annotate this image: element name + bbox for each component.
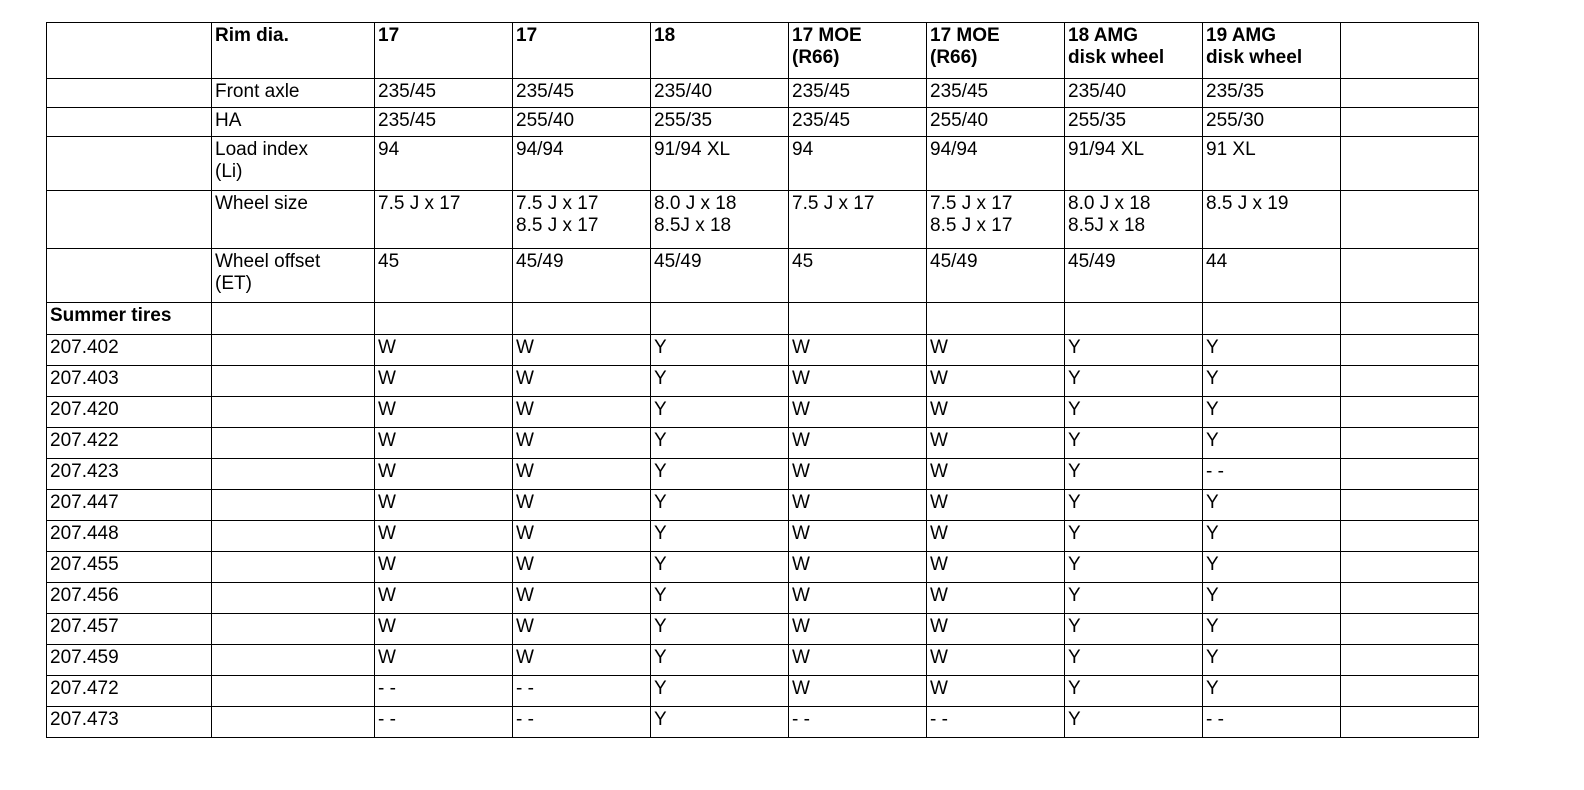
fitment-value [1341, 707, 1479, 738]
fitment-value: W [375, 614, 513, 645]
model-number: 207.402 [47, 335, 212, 366]
rim-dia-label: Rim dia. [212, 23, 375, 79]
fitment-value: W [789, 335, 927, 366]
blank-cell [47, 108, 212, 137]
fitment-value: Y [651, 335, 789, 366]
fitment-value: W [513, 645, 651, 676]
spec-value: 7.5 J x 17 [789, 191, 927, 249]
spec-value: 8.5 J x 19 [1203, 191, 1341, 249]
spec-value [1341, 191, 1479, 249]
fitment-value: W [927, 645, 1065, 676]
spec-value: 7.5 J x 17 8.5 J x 17 [927, 191, 1065, 249]
blank-cell [212, 583, 375, 614]
fitment-value: Y [1065, 366, 1203, 397]
fitment-value: W [789, 614, 927, 645]
spec-value: 235/35 [1203, 79, 1341, 108]
fitment-value: W [789, 490, 927, 521]
fitment-value: - - [927, 707, 1065, 738]
spec-label: Front axle [212, 79, 375, 108]
spec-label: Wheel size [212, 191, 375, 249]
spec-value: 235/45 [375, 79, 513, 108]
blank-cell [212, 614, 375, 645]
fitment-value: - - [375, 707, 513, 738]
blank-cell [651, 303, 789, 335]
fitment-value [1341, 490, 1479, 521]
fitment-value: Y [1203, 397, 1341, 428]
blank-cell [212, 707, 375, 738]
fitment-value: Y [1065, 645, 1203, 676]
fitment-value [1341, 583, 1479, 614]
fitment-value: Y [1203, 335, 1341, 366]
fitment-value: Y [1065, 335, 1203, 366]
fitment-value: - - [513, 676, 651, 707]
fitment-value: W [375, 366, 513, 397]
fitment-value [1341, 459, 1479, 490]
table-row [47, 428, 1479, 459]
spec-value: 235/45 [789, 79, 927, 108]
spec-value [1341, 137, 1479, 191]
spec-value: 235/45 [789, 108, 927, 137]
spec-value: 91/94 XL [1065, 137, 1203, 191]
fitment-value: Y [1203, 614, 1341, 645]
spec-value: 7.5 J x 17 [375, 191, 513, 249]
blank-cell [212, 428, 375, 459]
fitment-value [1341, 521, 1479, 552]
fitment-value: Y [651, 397, 789, 428]
fitment-value: W [789, 459, 927, 490]
fitment-value: Y [1065, 552, 1203, 583]
fitment-value: W [927, 397, 1065, 428]
spec-label: HA [212, 108, 375, 137]
fitment-value [1341, 428, 1479, 459]
fitment-value: W [375, 490, 513, 521]
spec-value: 94 [375, 137, 513, 191]
model-number: 207.423 [47, 459, 212, 490]
fitment-value: W [789, 428, 927, 459]
blank-cell [47, 249, 212, 303]
fitment-value: Y [1065, 614, 1203, 645]
fitment-value: W [375, 459, 513, 490]
spec-value: 255/35 [651, 108, 789, 137]
spec-row [47, 108, 1479, 137]
table-row [47, 707, 1479, 738]
spec-label: Load index (Li) [212, 137, 375, 191]
fitment-value: W [927, 428, 1065, 459]
table-row [47, 552, 1479, 583]
fitment-value: W [513, 335, 651, 366]
fitment-value: Y [1203, 645, 1341, 676]
header-row [47, 23, 1479, 79]
spec-value: 45/49 [927, 249, 1065, 303]
fitment-value: W [513, 490, 651, 521]
spec-value [1341, 108, 1479, 137]
blank-cell [1341, 303, 1479, 335]
spec-value [1341, 79, 1479, 108]
fitment-value: W [513, 397, 651, 428]
fitment-value: W [375, 521, 513, 552]
fitment-value: Y [1203, 490, 1341, 521]
fitment-value: W [927, 614, 1065, 645]
fitment-value: W [927, 335, 1065, 366]
spec-value: 44 [1203, 249, 1341, 303]
fitment-value: W [927, 676, 1065, 707]
section-row [47, 303, 1479, 335]
fitment-value: W [375, 428, 513, 459]
fitment-value: W [375, 645, 513, 676]
blank-cell [212, 521, 375, 552]
table-row [47, 459, 1479, 490]
table-row [47, 397, 1479, 428]
fitment-value: Y [651, 583, 789, 614]
fitment-value: W [375, 397, 513, 428]
fitment-value: Y [1065, 521, 1203, 552]
fitment-value: - - [375, 676, 513, 707]
fitment-value: W [789, 676, 927, 707]
fitment-value: Y [651, 676, 789, 707]
table-row [47, 645, 1479, 676]
fitment-value: Y [1065, 397, 1203, 428]
fitment-value: W [789, 397, 927, 428]
fitment-value: Y [1065, 707, 1203, 738]
blank-cell [212, 335, 375, 366]
fitment-value: W [513, 428, 651, 459]
spec-value: 91/94 XL [651, 137, 789, 191]
model-number: 207.456 [47, 583, 212, 614]
fitment-value: W [375, 335, 513, 366]
blank-cell [212, 490, 375, 521]
model-number: 207.457 [47, 614, 212, 645]
table-body [47, 23, 1479, 738]
rim-column-header: 17 MOE (R66) [927, 23, 1065, 79]
fitment-value [1341, 614, 1479, 645]
fitment-value: Y [651, 521, 789, 552]
fitment-value: W [513, 583, 651, 614]
spec-value: 94/94 [927, 137, 1065, 191]
rim-column-header [1341, 23, 1479, 79]
fitment-value [1341, 366, 1479, 397]
table-row [47, 614, 1479, 645]
fitment-value: Y [1065, 459, 1203, 490]
blank-cell [212, 397, 375, 428]
rim-column-header: 17 [513, 23, 651, 79]
spec-value: 255/40 [513, 108, 651, 137]
fitment-value [1341, 335, 1479, 366]
spec-value: 235/45 [927, 79, 1065, 108]
blank-cell [212, 366, 375, 397]
section-label: Summer tires [47, 303, 212, 335]
spec-value: 8.0 J x 18 8.5J x 18 [651, 191, 789, 249]
fitment-value [1341, 552, 1479, 583]
blank-cell [47, 191, 212, 249]
spec-value: 235/45 [513, 79, 651, 108]
spec-value: 45/49 [1065, 249, 1203, 303]
fitment-value: Y [651, 459, 789, 490]
fitment-value: W [513, 459, 651, 490]
table-row [47, 335, 1479, 366]
fitment-value: Y [1203, 583, 1341, 614]
fitment-value: W [927, 583, 1065, 614]
model-number: 207.455 [47, 552, 212, 583]
fitment-value: W [789, 645, 927, 676]
fitment-value: W [927, 552, 1065, 583]
spec-row [47, 79, 1479, 108]
fitment-value: - - [789, 707, 927, 738]
spec-label: Wheel offset (ET) [212, 249, 375, 303]
spec-value: 45/49 [651, 249, 789, 303]
spec-value: 7.5 J x 17 8.5 J x 17 [513, 191, 651, 249]
fitment-value: Y [651, 645, 789, 676]
fitment-value [1341, 397, 1479, 428]
fitment-value: Y [651, 428, 789, 459]
fitment-value: Y [651, 490, 789, 521]
blank-cell [212, 645, 375, 676]
fitment-value: Y [1065, 428, 1203, 459]
blank-cell [212, 303, 375, 335]
rim-column-header: 17 MOE (R66) [789, 23, 927, 79]
spec-value: 91 XL [1203, 137, 1341, 191]
fitment-value: W [513, 614, 651, 645]
table-row [47, 521, 1479, 552]
spec-value: 255/40 [927, 108, 1065, 137]
spec-value [1341, 249, 1479, 303]
blank-cell [789, 303, 927, 335]
model-number: 207.472 [47, 676, 212, 707]
table-row [47, 490, 1479, 521]
fitment-value: Y [651, 366, 789, 397]
fitment-value: W [513, 521, 651, 552]
fitment-value: Y [651, 707, 789, 738]
fitment-value: Y [1203, 428, 1341, 459]
fitment-value: Y [1065, 583, 1203, 614]
spec-row [47, 191, 1479, 249]
spec-value: 235/40 [651, 79, 789, 108]
fitment-value: W [927, 490, 1065, 521]
fitment-value: W [513, 552, 651, 583]
fitment-value: - - [1203, 707, 1341, 738]
spec-row [47, 249, 1479, 303]
spec-value: 235/45 [375, 108, 513, 137]
spec-value: 94 [789, 137, 927, 191]
spec-value: 45/49 [513, 249, 651, 303]
tire-compatibility-table [46, 22, 1479, 738]
model-number: 207.422 [47, 428, 212, 459]
spec-row [47, 137, 1479, 191]
spec-value: 255/35 [1065, 108, 1203, 137]
blank-cell [212, 676, 375, 707]
blank-cell [375, 303, 513, 335]
spec-value: 8.0 J x 18 8.5J x 18 [1065, 191, 1203, 249]
model-number: 207.420 [47, 397, 212, 428]
fitment-value [1341, 676, 1479, 707]
blank-cell [47, 79, 212, 108]
blank-cell [1203, 303, 1341, 335]
fitment-value: W [927, 366, 1065, 397]
blank-cell [212, 459, 375, 490]
table-row [47, 366, 1479, 397]
model-number: 207.459 [47, 645, 212, 676]
blank-cell [1065, 303, 1203, 335]
spec-value: 45 [375, 249, 513, 303]
model-number: 207.403 [47, 366, 212, 397]
model-number: 207.447 [47, 490, 212, 521]
fitment-value: Y [1203, 521, 1341, 552]
fitment-value: W [789, 583, 927, 614]
fitment-value: W [513, 366, 651, 397]
fitment-value: Y [1203, 366, 1341, 397]
fitment-value: - - [513, 707, 651, 738]
blank-cell [927, 303, 1065, 335]
fitment-value: Y [1065, 490, 1203, 521]
model-number: 207.473 [47, 707, 212, 738]
fitment-value: Y [651, 614, 789, 645]
fitment-value: W [375, 552, 513, 583]
fitment-value: W [927, 521, 1065, 552]
fitment-value: W [375, 583, 513, 614]
fitment-value: - - [1203, 459, 1341, 490]
rim-column-header: 17 [375, 23, 513, 79]
spec-value: 235/40 [1065, 79, 1203, 108]
blank-cell [212, 552, 375, 583]
fitment-value: W [789, 521, 927, 552]
fitment-value: Y [1203, 676, 1341, 707]
spec-value: 255/30 [1203, 108, 1341, 137]
fitment-value: W [927, 459, 1065, 490]
rim-column-header: 19 AMG disk wheel [1203, 23, 1341, 79]
spec-value: 45 [789, 249, 927, 303]
corner-cell [47, 23, 212, 79]
fitment-value: Y [651, 552, 789, 583]
rim-column-header: 18 AMG disk wheel [1065, 23, 1203, 79]
rim-column-header: 18 [651, 23, 789, 79]
table-row [47, 676, 1479, 707]
fitment-value: W [789, 552, 927, 583]
fitment-value: Y [1065, 676, 1203, 707]
fitment-value [1341, 645, 1479, 676]
blank-cell [47, 137, 212, 191]
table-row [47, 583, 1479, 614]
fitment-value: W [789, 366, 927, 397]
spec-value: 94/94 [513, 137, 651, 191]
model-number: 207.448 [47, 521, 212, 552]
blank-cell [513, 303, 651, 335]
fitment-value: Y [1203, 552, 1341, 583]
